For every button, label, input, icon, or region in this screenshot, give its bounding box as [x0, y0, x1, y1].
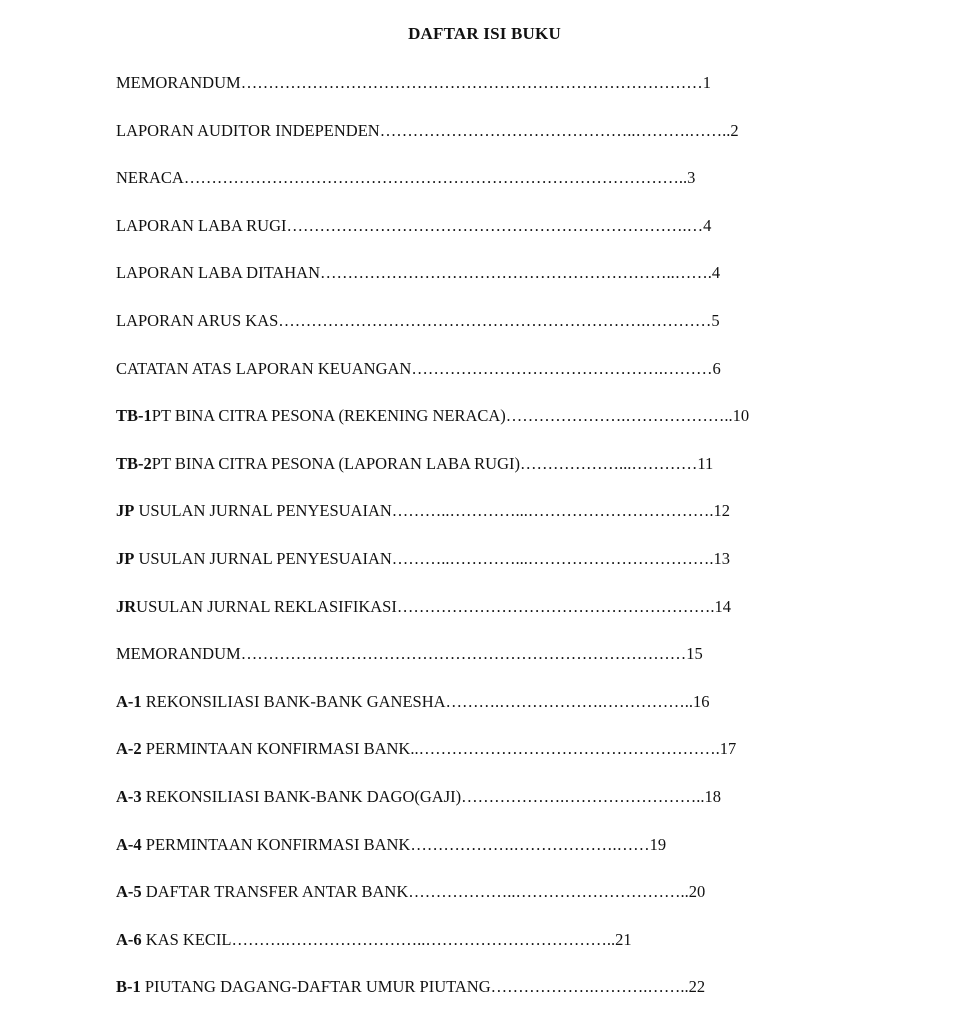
toc-entry-label: LAPORAN LABA DITAHAN — [116, 263, 321, 283]
toc-entry-page: 18 — [704, 787, 721, 806]
toc-entry-code: B-1 — [116, 977, 141, 997]
toc-entry-page: 11 — [697, 453, 714, 473]
toc-entry-leader: …………………………………………………. — [396, 596, 715, 616]
toc-entry-label: LAPORAN AUDITOR INDEPENDEN — [116, 120, 380, 140]
toc-entry-page: 21 — [615, 929, 632, 949]
toc-entry — [116, 72, 711, 94]
toc-entry — [116, 548, 730, 570]
toc-entry-code: A-6 — [116, 929, 142, 949]
toc-entry-label: LAPORAN LABA RUGI — [116, 215, 287, 235]
toc-entry — [116, 738, 736, 760]
toc-entry-page: 12 — [713, 501, 731, 521]
toc-entry-label: NERACA — [116, 168, 184, 188]
toc-entry-page: 4 — [711, 263, 721, 283]
toc-entry-page: 15 — [686, 644, 703, 664]
toc-entry-code: TB-2 — [116, 453, 152, 473]
toc-entry-page: 22 — [688, 977, 706, 997]
toc-entry — [116, 596, 731, 618]
toc-entry — [116, 405, 749, 427]
toc-entry-leader: ………………………………………………………..……. — [320, 263, 712, 283]
toc-entry-leader: ………………….……………….. — [505, 406, 733, 426]
toc-entry-page: 10 — [732, 406, 750, 426]
toc-entry-leader: ……………………………………………………………….… — [286, 215, 704, 235]
toc-entry-label: MEMORANDUM — [116, 644, 241, 664]
toc-entry-label: CATATAN ATAS LAPORAN KEUANGAN — [116, 358, 412, 378]
toc-entry-code: JR — [116, 596, 137, 616]
toc-entry-leader: ………………..………………………….. — [408, 882, 689, 902]
toc-entry-code: A-4 — [116, 834, 142, 854]
toc-entry-code: TB-1 — [116, 406, 152, 426]
toc-entry-page: 16 — [693, 691, 710, 711]
toc-entry-leader: ……………………………………………………………………………….. — [183, 168, 688, 188]
toc-entry-label: USULAN JURNAL PENYESUAIAN — [138, 549, 392, 568]
toc-entry-leader: ..………………………………………………. — [410, 739, 720, 759]
toc-entry-leader: ……………….……….…….. — [490, 977, 689, 997]
toc-entry-leader: ……….……………………..…………………………….. — [231, 929, 616, 949]
toc-entry-leader: ………..…………...……………………………. — [391, 501, 714, 521]
toc-entry-page: 13 — [713, 549, 731, 568]
toc-entry-leader: ………..…………...……………………………. — [391, 549, 714, 568]
toc-entry-page: 20 — [688, 882, 706, 902]
toc-entry-page: 2 — [730, 120, 739, 140]
toc-entry-label: REKONSILIASI BANK-BANK DAGO(GAJI) — [145, 787, 462, 806]
toc-entry-code: A-5 — [116, 882, 142, 902]
toc-entry-page: 1 — [702, 73, 711, 92]
toc-entry-leader: ……………….……………….…… — [410, 834, 650, 854]
toc-entry — [116, 262, 720, 284]
toc-entry-label: KAS KECIL — [145, 929, 232, 949]
toc-entry-leader: ……………………………………….……… — [411, 358, 713, 378]
document-title: DAFTAR ISI BUKU — [408, 24, 561, 43]
toc-entry-label: MEMORANDUM — [116, 73, 241, 92]
toc-entry-label: PERMINTAAN KONFIRMASI BANK — [145, 834, 411, 854]
toc-entry-page: 5 — [711, 311, 720, 330]
toc-entry-label: DAFTAR TRANSFER ANTAR BANK — [145, 882, 409, 902]
toc-entry-code: A-3 — [116, 787, 142, 806]
toc-entry — [116, 120, 739, 142]
toc-entry-page: 4 — [703, 215, 712, 235]
toc-entry — [116, 691, 710, 713]
toc-entry — [116, 358, 721, 380]
toc-entry — [116, 167, 695, 189]
toc-entry — [116, 215, 711, 237]
toc-entry-code: A-2 — [116, 739, 142, 759]
toc-entry-code: JP — [116, 549, 135, 568]
toc-entry — [116, 929, 632, 951]
toc-entry-leader: ………………...………… — [520, 453, 698, 473]
toc-entry — [116, 976, 705, 998]
toc-entry — [116, 881, 705, 903]
toc-entry-leader: ……………….…………………….. — [461, 787, 705, 806]
toc-entry-label: USULAN JURNAL REKLASIFIKASI — [136, 596, 397, 616]
toc-entry — [116, 500, 730, 522]
toc-entry — [116, 453, 713, 475]
toc-entry-code: JP — [116, 501, 135, 521]
toc-entry-leader: ……….……………….…………….. — [445, 691, 694, 711]
toc-entry-label: PT BINA CITRA PESONA (LAPORAN LABA RUGI) — [151, 453, 521, 473]
toc-entry-label: LAPORAN ARUS KAS — [116, 311, 279, 330]
toc-entry-leader: ………………………………………..……….…….. — [379, 120, 731, 140]
toc-entry-page: 17 — [719, 739, 737, 759]
toc-entry-label: USULAN JURNAL PENYESUAIAN — [138, 501, 392, 521]
toc-entry-label: PT BINA CITRA PESONA (REKENING NERACA) — [151, 406, 506, 426]
toc-entry-label: REKONSILIASI BANK-BANK GANESHA — [145, 691, 446, 711]
toc-entry — [116, 786, 721, 808]
toc-entry — [116, 310, 720, 332]
toc-entry-page: 3 — [687, 168, 696, 188]
toc-entry-page: 19 — [649, 834, 667, 854]
toc-entry-page: 6 — [712, 358, 721, 378]
toc-entry-leader: ……………………………………………………………………… — [240, 644, 687, 664]
toc-entry-page: 14 — [714, 596, 731, 616]
toc-entry-code: A-1 — [116, 691, 142, 711]
toc-entry — [116, 834, 666, 856]
toc-entry — [116, 643, 703, 665]
toc-entry-leader: ………………………………………………………….………… — [278, 311, 712, 330]
toc-entry-label: PIUTANG DAGANG-DAFTAR UMUR PIUTANG — [144, 977, 491, 997]
toc-entry-label: PERMINTAAN KONFIRMASI BANK — [145, 739, 411, 759]
toc-entry-leader: ………………………………………………………………………… — [240, 73, 703, 92]
